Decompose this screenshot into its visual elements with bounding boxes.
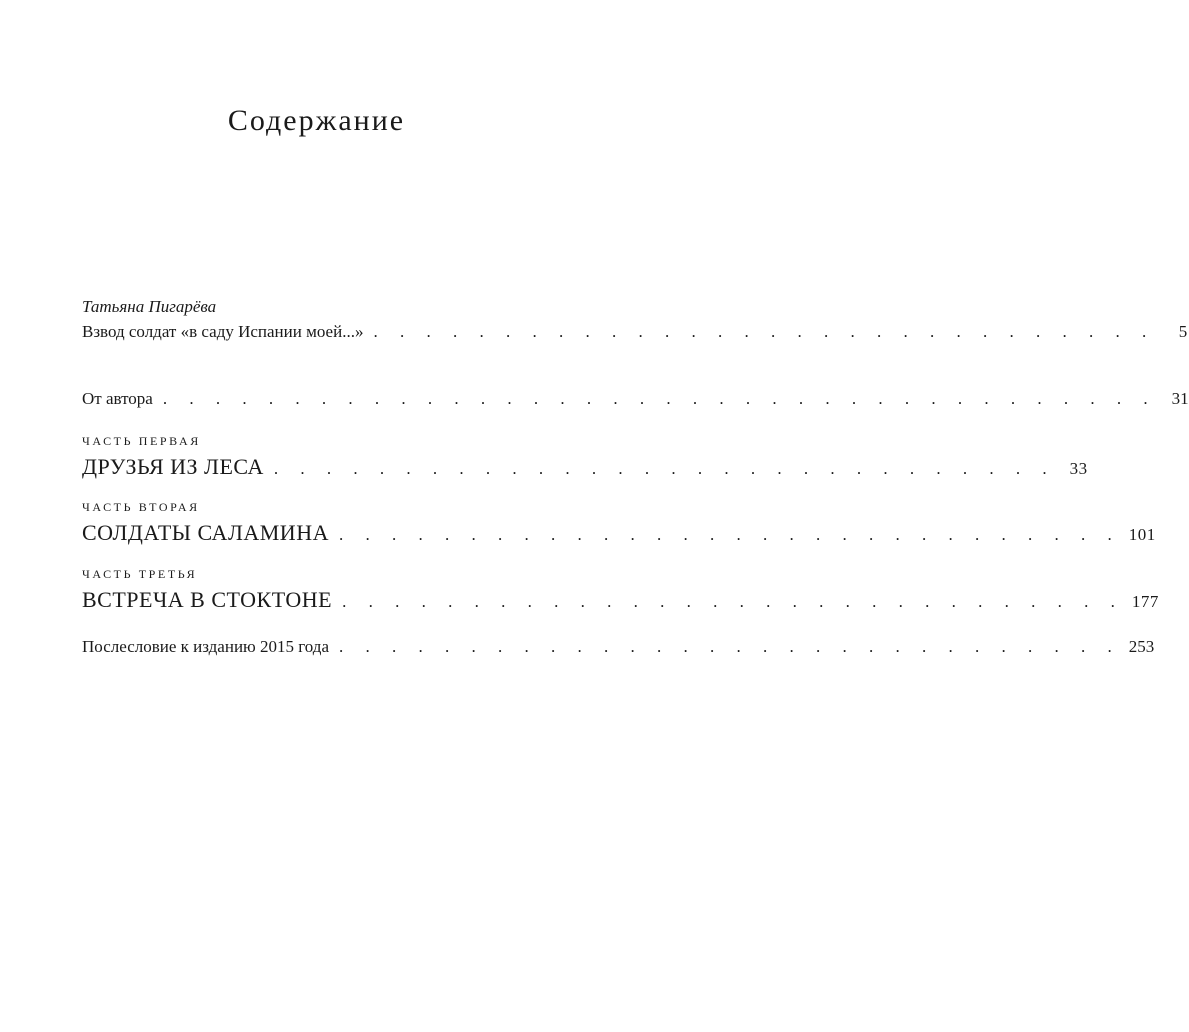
toc-entry-page: 31 <box>1171 389 1189 408</box>
leader-dots: . . . . . . . . . . . . . . . . . . . . . . . . . . . . . . <box>342 592 1124 611</box>
leader-dots: . . . . . . . . . . . . . . . . . . . . . . . . . . . . . . <box>339 637 1121 656</box>
leader-dots: . . . . . . . . . . . . . . . . . . . . . . . . . . . . . . <box>273 459 1056 478</box>
toc-entry-title: СОЛДАТЫ САЛАМИНА <box>82 520 329 545</box>
toc-entry-foreword[interactable] <box>82 322 1188 342</box>
part-label-1: ЧАСТЬ ПЕРВАЯ <box>82 434 201 448</box>
toc-entry-title: ВСТРЕЧА В СТОКТОНЕ <box>82 587 333 612</box>
toc-entry-part-2[interactable] <box>82 520 1156 546</box>
toc-entry-part-3[interactable] <box>82 587 1159 613</box>
toc-entry-part-1[interactable] <box>82 454 1088 480</box>
toc-entry-title: ДРУЗЬЯ ИЗ ЛЕСА <box>82 454 264 479</box>
toc-entry-from-author[interactable] <box>82 389 1189 409</box>
toc-entry-title: От автора <box>82 389 153 408</box>
leader-dots: . . . . . . . . . . . . . . . . . . . . . . . . . . . . . . . . . . . . . . <box>162 389 1157 408</box>
toc-entry-title: Взвод солдат «в саду Испании моей...» <box>82 322 364 341</box>
page-title: Содержание <box>227 104 406 138</box>
toc-entry-page: 253 <box>1128 637 1155 656</box>
part-label-3: ЧАСТЬ ТРЕТЬЯ <box>82 567 198 581</box>
toc-entry-title: Послесловие к изданию 2015 года <box>82 637 330 656</box>
toc-entry-page: 177 <box>1131 592 1159 611</box>
toc-entry-afterword[interactable] <box>82 637 1155 657</box>
part-label-2: ЧАСТЬ ВТОРАЯ <box>82 500 200 514</box>
toc-entry-page: 101 <box>1128 525 1156 544</box>
toc-entry-page: 5 <box>1178 322 1188 341</box>
toc-entry-page: 33 <box>1069 459 1088 478</box>
foreword-author: Татьяна Пигарёва <box>82 297 217 316</box>
leader-dots: . . . . . . . . . . . . . . . . . . . . . . . . . . . . . . <box>373 322 1156 341</box>
leader-dots: . . . . . . . . . . . . . . . . . . . . . . . . . . . . . . <box>338 525 1121 544</box>
